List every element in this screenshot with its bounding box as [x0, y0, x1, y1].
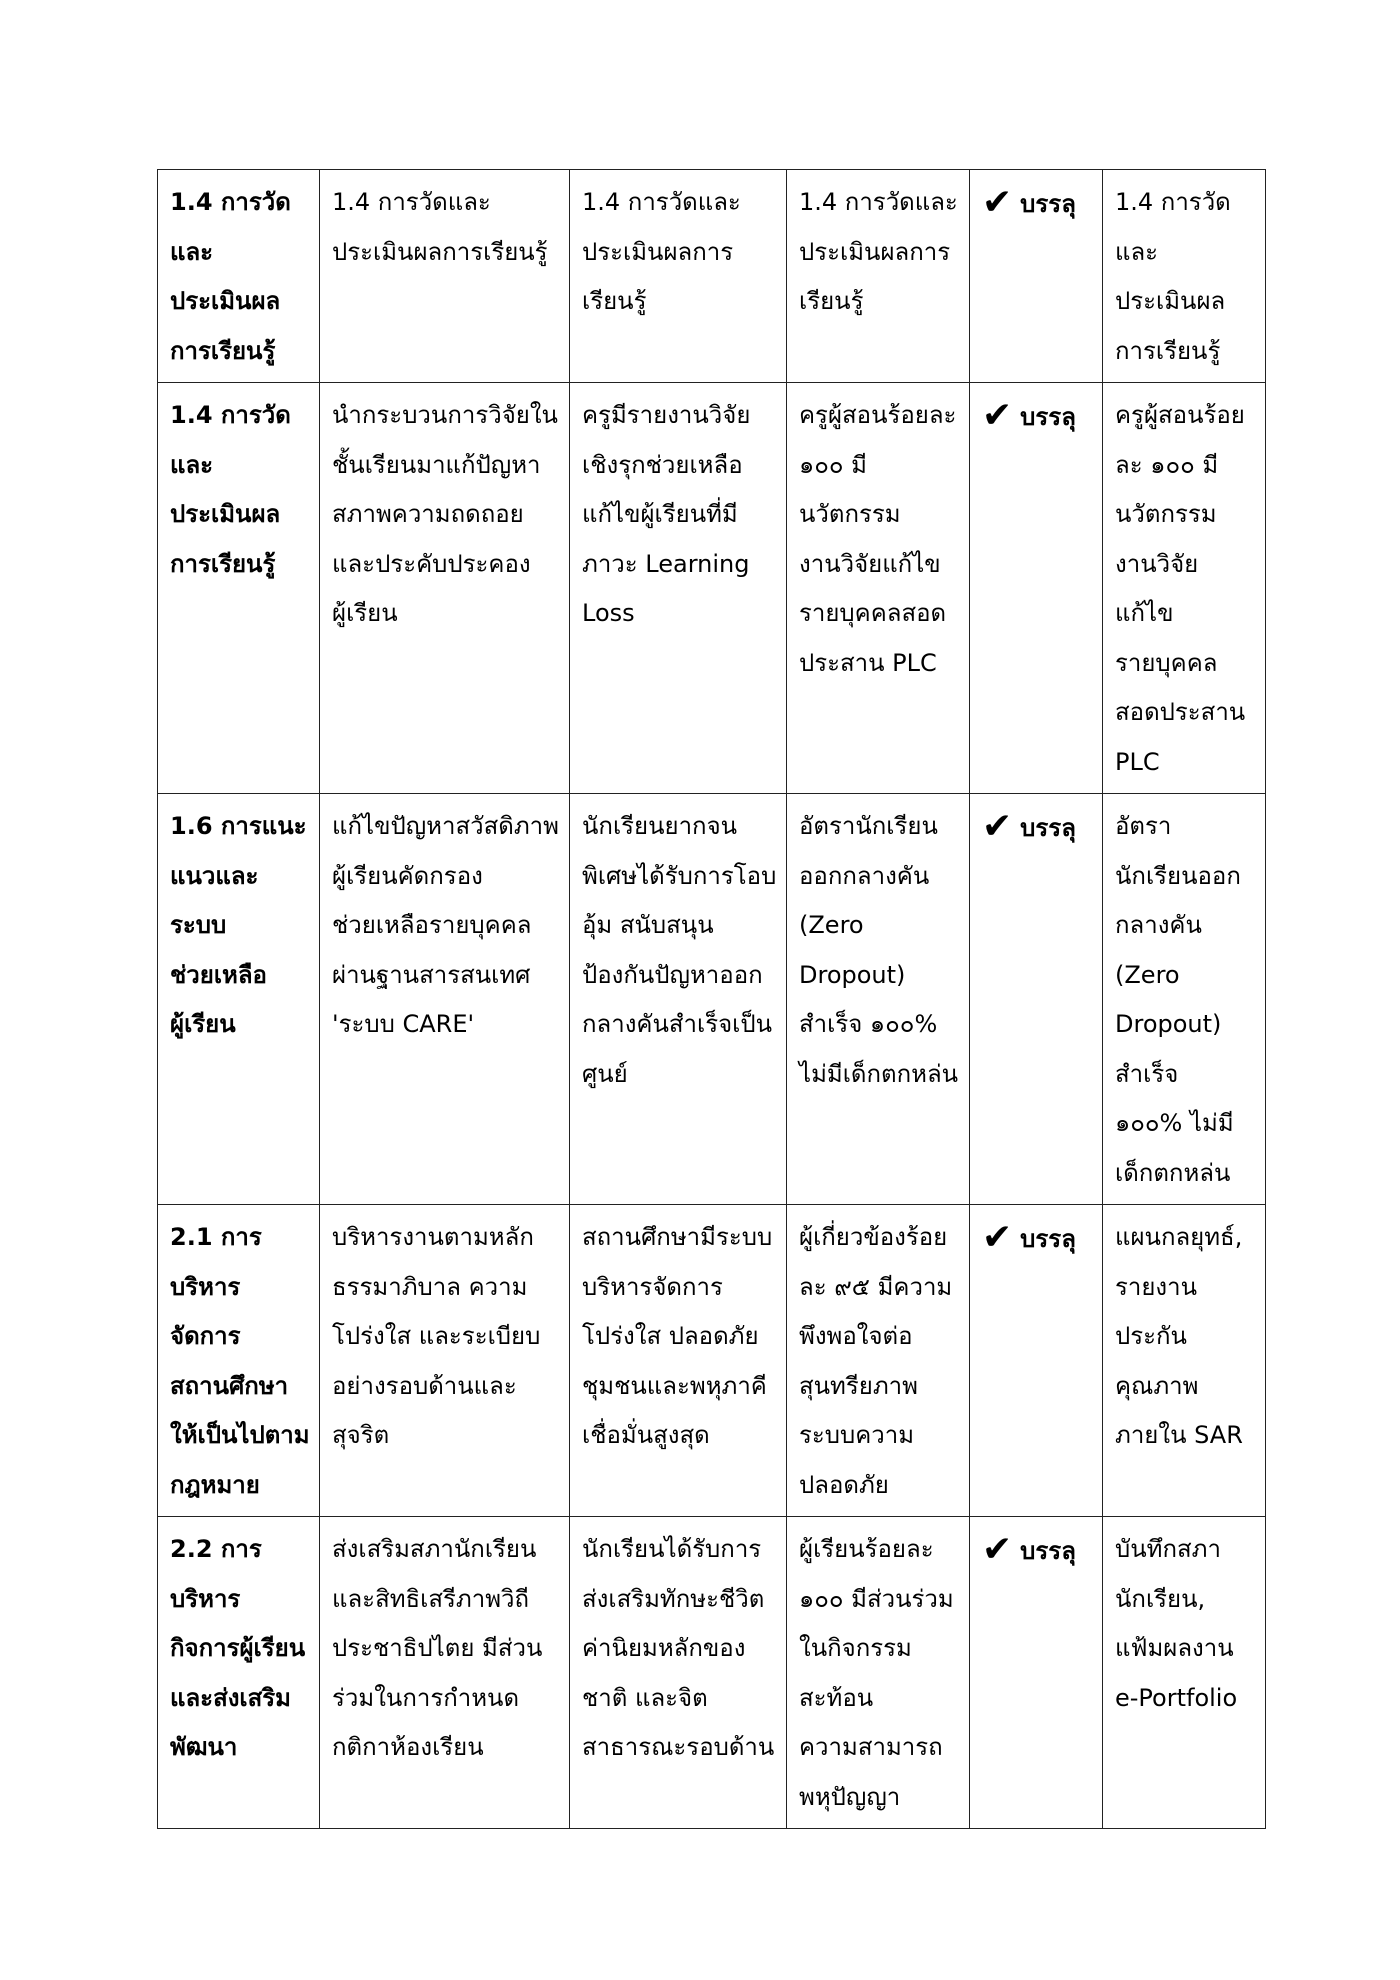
outcome-line: ผู้เกี่ยวข้องร้อย	[799, 1223, 948, 1251]
table-row	[158, 1517, 1266, 1829]
evidence-line: ภายใน SAR	[1115, 1421, 1243, 1449]
outcome-line: 1.4 การวัดและ	[799, 188, 958, 216]
output-line: พิเศษได้รับการโอบ	[582, 861, 777, 890]
table-row	[158, 170, 1266, 383]
check-mark-icon: ✔	[982, 1529, 1013, 1570]
output-line: เชื่อมั่นสูงสุด	[582, 1421, 710, 1449]
output-line: นักเรียนยากจน	[582, 812, 738, 840]
evidence-line: กลางคัน	[1115, 911, 1202, 939]
output-line: ประเมินผลการ	[582, 237, 734, 266]
outcome-line: Dropout)	[799, 960, 906, 989]
indicator-line: และส่งเสริม	[170, 1683, 291, 1712]
status-label: บรรลุ	[1020, 190, 1076, 218]
outcome-cell	[787, 170, 970, 383]
activity-line: ธรรมาภิบาล ความ	[332, 1272, 528, 1301]
indicator-line: ช่วยเหลือ	[170, 960, 267, 989]
outcome-line: ๑๐๐ มี	[799, 450, 867, 479]
results-table	[157, 169, 1266, 1829]
output-line: กลางคันสำเร็จเป็น	[582, 1010, 773, 1038]
activity-line: และสิทธิเสรีภาพวิถี	[332, 1584, 530, 1613]
output-line: นักเรียนได้รับการ	[582, 1535, 762, 1563]
table-row	[158, 383, 1266, 794]
outcome-cell	[787, 383, 970, 794]
evidence-line: รายบุคคล	[1115, 648, 1218, 677]
indicator-line: และ	[170, 450, 214, 479]
indicator-line: 1.4 การวัด	[170, 401, 291, 429]
evidence-line: PLC	[1115, 747, 1160, 776]
output-line: ป้องกันปัญหาออก	[582, 960, 763, 989]
activity-line: ผู้เรียนคัดกรอง	[332, 861, 483, 890]
activity-cell	[320, 794, 570, 1205]
outcome-line: สุนทรียภาพ	[799, 1371, 918, 1400]
output-line: แก้ไขผู้เรียนที่มี	[582, 500, 738, 528]
outcome-line: ไม่มีเด็กตกหล่น	[799, 1059, 959, 1088]
outcome-line: นวัตกรรม	[799, 500, 901, 528]
activity-line: แก้ไขปัญหาสวัสดิภาพ	[332, 812, 559, 840]
evidence-line: e-Portfolio	[1115, 1683, 1238, 1712]
output-line: ครูมีรายงานวิจัย	[582, 401, 751, 429]
output-cell	[570, 170, 787, 383]
check-mark-icon: ✔	[982, 395, 1013, 436]
table-row	[158, 794, 1266, 1205]
status-label: บรรลุ	[1020, 1537, 1076, 1565]
indicator-line: กิจการผู้เรียน	[170, 1634, 306, 1662]
indicator-line: การเรียนรู้	[170, 549, 276, 578]
status-cell	[970, 170, 1103, 383]
activity-line: ส่งเสริมสภานักเรียน	[332, 1535, 537, 1563]
outcome-line: ประสาน PLC	[799, 648, 937, 677]
outcome-line: สำเร็จ ๑๐๐%	[799, 1010, 938, 1038]
outcome-line: ผู้เรียนร้อยละ	[799, 1535, 934, 1563]
table-row	[158, 1205, 1266, 1517]
evidence-line: แฟ้มผลงาน	[1115, 1634, 1234, 1662]
activity-line: สุจริต	[332, 1421, 390, 1449]
evidence-line: 1.4 การวัด	[1115, 188, 1231, 216]
indicator-line: 2.1 การ	[170, 1223, 262, 1251]
outcome-line: (Zero	[799, 911, 864, 939]
outcome-cell	[787, 794, 970, 1205]
check-mark-icon: ✔	[982, 1217, 1013, 1258]
activity-cell	[320, 1517, 570, 1829]
activity-line: นำกระบวนการวิจัยใน	[332, 401, 558, 429]
output-line: อุ้ม สนับสนุน	[582, 911, 714, 939]
indicator-line: 1.4 การวัด	[170, 188, 291, 216]
evidence-line: สอดประสาน	[1115, 698, 1246, 726]
indicator-line: บริหาร	[170, 1272, 241, 1301]
output-line: สถานศึกษามีระบบ	[582, 1223, 773, 1251]
output-line: ภาวะ Learning	[582, 549, 750, 578]
outcome-cell	[787, 1205, 970, 1517]
indicator-line: แนวและ	[170, 861, 259, 890]
evidence-cell	[1103, 1517, 1266, 1829]
status-label: บรรลุ	[1020, 403, 1076, 431]
output-line: 1.4 การวัดและ	[582, 188, 741, 216]
outcome-line: ปลอดภัย	[799, 1470, 889, 1499]
output-line: โปร่งใส ปลอดภัย	[582, 1322, 759, 1350]
indicator-cell	[158, 170, 320, 383]
indicator-line: 1.6 การแนะ	[170, 812, 307, 840]
indicator-line: ให้เป็นไปตาม	[170, 1421, 310, 1449]
indicator-cell	[158, 794, 320, 1205]
outcome-line: พึงพอใจต่อ	[799, 1322, 913, 1350]
evidence-line: ประเมินผล	[1115, 287, 1226, 315]
indicator-cell	[158, 1517, 320, 1829]
output-line: เรียนรู้	[582, 287, 647, 315]
status-label: บรรลุ	[1020, 1225, 1076, 1253]
activity-line: ช่วยเหลือรายบุคคล	[332, 911, 532, 939]
indicator-line: ประเมินผล	[170, 500, 281, 528]
activity-line: ผ่านฐานสารสนเทศ	[332, 960, 531, 989]
outcome-line: เรียนรู้	[799, 287, 864, 315]
output-line: ส่งเสริมทักษะชีวิต	[582, 1584, 765, 1613]
output-cell	[570, 1517, 787, 1829]
status-cell	[970, 1517, 1103, 1829]
outcome-line: ละ ๙๕ มีความ	[799, 1272, 953, 1301]
indicator-line: ระบบ	[170, 911, 227, 939]
output-line: ชาติ และจิต	[582, 1683, 708, 1712]
evidence-cell	[1103, 794, 1266, 1205]
evidence-line: รายงาน	[1115, 1272, 1198, 1301]
evidence-line: ละ ๑๐๐ มี	[1115, 450, 1219, 479]
outcome-line: พหุปัญญา	[799, 1782, 901, 1811]
evidence-line: เด็กตกหล่น	[1115, 1158, 1231, 1187]
evidence-line: ครูผู้สอนร้อย	[1115, 401, 1245, 429]
indicator-cell	[158, 1205, 320, 1517]
status-label: บรรลุ	[1020, 814, 1076, 842]
check-mark-icon: ✔	[982, 806, 1013, 847]
activity-line: ชั้นเรียนมาแก้ปัญหา	[332, 450, 541, 479]
indicator-line: กฎหมาย	[170, 1470, 260, 1499]
activity-line: ร่วมในการกำหนด	[332, 1683, 520, 1712]
output-line: ศูนย์	[582, 1059, 628, 1088]
activity-line: และประคับประคอง	[332, 549, 531, 578]
output-line: ชุมชนและพหุภาคี	[582, 1371, 767, 1400]
status-cell	[970, 383, 1103, 794]
output-line: ค่านิยมหลักของ	[582, 1634, 746, 1662]
indicator-line: และ	[170, 237, 214, 266]
evidence-line: แก้ไข	[1115, 599, 1174, 627]
indicator-line: 2.2 การ	[170, 1535, 262, 1563]
indicator-line: บริหาร	[170, 1584, 241, 1613]
evidence-line: ๑๐๐% ไม่มี	[1115, 1109, 1234, 1137]
table-body	[158, 170, 1266, 1829]
evidence-line: Dropout)	[1115, 1010, 1222, 1038]
evidence-line: นวัตกรรม	[1115, 500, 1217, 528]
output-cell	[570, 1205, 787, 1517]
outcome-line: สะท้อน	[799, 1683, 874, 1712]
output-line: Loss	[582, 599, 635, 627]
activity-cell	[320, 1205, 570, 1517]
outcome-line: ในกิจกรรม	[799, 1634, 912, 1662]
indicator-line: จัดการ	[170, 1322, 241, 1350]
output-cell	[570, 383, 787, 794]
evidence-cell	[1103, 1205, 1266, 1517]
indicator-cell	[158, 383, 320, 794]
evidence-line: อัตรา	[1115, 812, 1172, 840]
activity-line: สภาพความถดถอย	[332, 500, 524, 528]
outcome-line: รายบุคคลสอด	[799, 599, 947, 627]
outcome-line: งานวิจัยแก้ไข	[799, 549, 941, 578]
activity-line: 1.4 การวัดและ	[332, 188, 491, 216]
activity-line: ประเมินผลการเรียนรู้	[332, 237, 548, 266]
outcome-line: ประเมินผลการ	[799, 237, 951, 266]
indicator-line: ประเมินผล	[170, 287, 281, 315]
activity-line: กติกาห้องเรียน	[332, 1733, 484, 1761]
activity-line: ผู้เรียน	[332, 599, 398, 627]
activity-cell	[320, 383, 570, 794]
evidence-line: (Zero	[1115, 960, 1180, 989]
outcome-line: อัตรานักเรียน	[799, 812, 938, 840]
evidence-line: นักเรียนออก	[1115, 861, 1241, 890]
outcome-line: ครูผู้สอนร้อยละ	[799, 401, 957, 429]
evidence-line: สำเร็จ	[1115, 1059, 1179, 1088]
outcome-line: ออกกลางคัน	[799, 861, 930, 890]
indicator-line: สถานศึกษา	[170, 1371, 289, 1400]
evidence-line: ประกัน	[1115, 1322, 1187, 1350]
output-line: สาธารณะรอบด้าน	[582, 1733, 775, 1761]
indicator-line: พัฒนา	[170, 1733, 238, 1761]
activity-line: ประชาธิปไตย มีส่วน	[332, 1634, 543, 1662]
evidence-line: คุณภาพ	[1115, 1371, 1199, 1400]
evidence-line: การเรียนรู้	[1115, 336, 1221, 365]
activity-line: 'ระบบ CARE'	[332, 1010, 475, 1038]
evidence-line: บันทึกสภา	[1115, 1535, 1221, 1563]
indicator-line: ผู้เรียน	[170, 1010, 236, 1038]
outcome-line: ความสามารถ	[799, 1733, 943, 1761]
evidence-line: งานวิจัย	[1115, 549, 1199, 578]
activity-line: อย่างรอบด้านและ	[332, 1371, 517, 1400]
activity-line: โปร่งใส และระเบียบ	[332, 1322, 541, 1350]
evidence-cell	[1103, 170, 1266, 383]
output-line: บริหารจัดการ	[582, 1272, 723, 1301]
outcome-line: ๑๐๐ มีส่วนร่วม	[799, 1584, 954, 1613]
check-mark-icon: ✔	[982, 182, 1013, 223]
status-cell	[970, 794, 1103, 1205]
activity-line: บริหารงานตามหลัก	[332, 1223, 534, 1251]
output-line: เชิงรุกช่วยเหลือ	[582, 450, 743, 479]
outcome-line: ระบบความ	[799, 1421, 915, 1449]
evidence-line: แผนกลยุทธ์,	[1115, 1223, 1243, 1251]
outcome-cell	[787, 1517, 970, 1829]
evidence-line: และ	[1115, 237, 1159, 266]
indicator-line: การเรียนรู้	[170, 336, 276, 365]
evidence-line: นักเรียน,	[1115, 1584, 1206, 1613]
activity-cell	[320, 170, 570, 383]
evidence-cell	[1103, 383, 1266, 794]
status-cell	[970, 1205, 1103, 1517]
output-cell	[570, 794, 787, 1205]
